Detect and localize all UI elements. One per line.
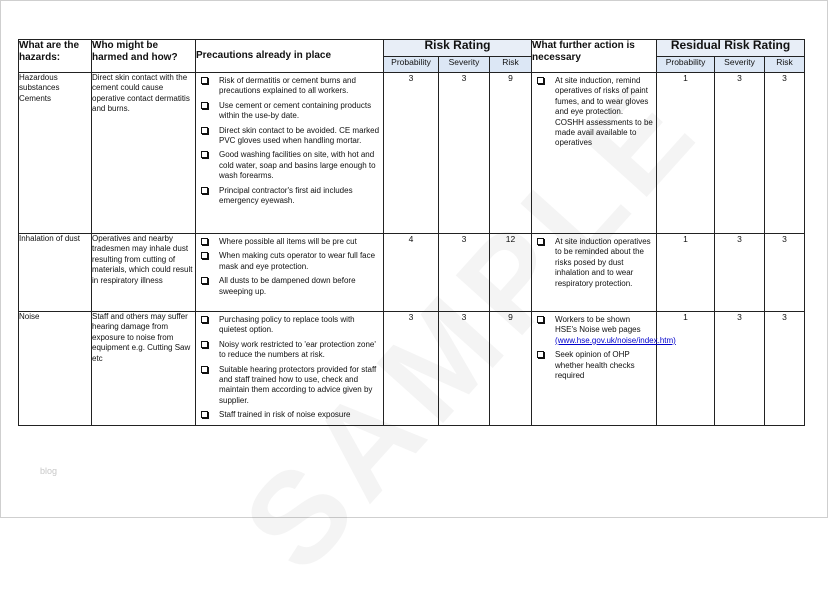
- noise-web-link[interactable]: (www.hse.gov.uk/noise/index.htm): [555, 335, 676, 345]
- severity-value: 3: [439, 73, 490, 234]
- risk-value: 9: [490, 312, 532, 426]
- list-item: [199, 126, 380, 147]
- hazard-cell: [19, 73, 92, 234]
- probability-value: 4: [384, 234, 439, 312]
- list-item: [199, 410, 380, 420]
- footer-blog-label: blog: [40, 466, 58, 476]
- precaution-text: Noisy work restricted to 'ear protection zone' to reduce the numbers at risk.: [219, 339, 376, 360]
- further-action-text: At site induction operatives to be reminded about the risks posed by dust inhalation and to wear respiratory protection.: [555, 237, 651, 288]
- header-hazards: What are the hazards:: [19, 40, 92, 73]
- header-residual-risk-rating: Residual Risk Rating: [657, 40, 805, 57]
- checkbox-icon: [537, 238, 544, 245]
- checkbox-icon: [201, 77, 208, 84]
- hazard-cell: [19, 234, 92, 312]
- list-item: [199, 340, 380, 361]
- list-item: [199, 76, 380, 97]
- checkbox-icon: [537, 351, 544, 358]
- header-res-risk: Risk: [765, 57, 805, 73]
- who-cell: Staff and others may suffer hearing damage from exposure to noise from equipment e.g. Cutting Saw etc: [92, 312, 196, 426]
- hazard-text: Inhalation of dust: [19, 234, 80, 243]
- checkbox-icon: [201, 277, 208, 284]
- checkbox-icon: [201, 252, 208, 259]
- header-severity: Severity: [439, 57, 490, 73]
- checkbox-icon: [537, 316, 544, 323]
- hazard-text: Hazardous substances: [19, 73, 60, 93]
- list-item: [199, 101, 380, 122]
- checkbox-icon: [201, 411, 208, 418]
- checkbox-icon: [201, 238, 208, 245]
- precaution-text: Use cement or cement containing products within the use-by date.: [219, 100, 372, 121]
- res-severity-value: 3: [715, 234, 765, 312]
- list-item: [199, 237, 380, 247]
- who-cell: Direct skin contact with the cement could cause operative contact dermatitis and burns.: [92, 73, 196, 234]
- precaution-text: Where possible all items will be pre cut: [219, 237, 357, 246]
- header-risk: Risk: [490, 57, 532, 73]
- list-item: [535, 350, 653, 381]
- res-probability-value: 1: [657, 234, 715, 312]
- header-further-action: What further action is necessary: [532, 40, 657, 73]
- further-action-text: Workers to be shown HSE's Noise web pages: [555, 315, 641, 335]
- res-risk-value: 3: [765, 73, 805, 234]
- further-action-cell: [532, 234, 657, 312]
- risk-value: 12: [490, 234, 532, 312]
- res-probability-value: 1: [657, 73, 715, 234]
- further-action-text: Seek opinion of OHP whether health checks required: [555, 350, 635, 381]
- hazard-cell: [19, 312, 92, 426]
- further-action-cell: [532, 312, 676, 426]
- list-item: [199, 365, 380, 407]
- risk-value: 9: [490, 73, 532, 234]
- precaution-text: All dusts to be dampened down before sweeping up.: [219, 276, 356, 296]
- probability-value: 3: [384, 73, 439, 234]
- list-item: [535, 315, 676, 346]
- list-item: [199, 186, 380, 207]
- table-row: [19, 312, 805, 426]
- checkbox-icon: [201, 151, 208, 158]
- checkbox-icon: [201, 366, 208, 373]
- precaution-text: Suitable hearing protectors provided for staff and staff trained how to use, check and maintain them according to advice given by supplier.: [219, 364, 377, 405]
- who-cell: Operatives and nearby tradesmen may inhale dust resulting from cutting of materials, which could result in respiratory illness: [92, 234, 196, 312]
- precaution-text: Staff trained in risk of noise exposure: [219, 410, 351, 420]
- checkbox-icon: [537, 77, 544, 84]
- checkbox-icon: [201, 127, 208, 134]
- precaution-text: Good washing facilities on site, with hot and cold water, soap and basins large enough to wash forearms.: [219, 150, 376, 181]
- table-row: [19, 234, 805, 312]
- list-item: [199, 276, 380, 297]
- risk-assessment-table: [18, 39, 805, 426]
- list-item: [535, 237, 653, 289]
- precaution-text: Direct skin contact to be avoided. CE marked PVC gloves used when handling mortar.: [219, 125, 380, 146]
- severity-value: 3: [439, 312, 490, 426]
- precautions-cell: [196, 234, 384, 312]
- hazard-text: Cements: [19, 93, 52, 103]
- res-risk-value: 3: [765, 312, 805, 426]
- header-probability: Probability: [384, 57, 439, 73]
- list-item: [199, 150, 380, 181]
- precaution-text: When making cuts operator to wear full face mask and eye protection.: [219, 251, 376, 271]
- probability-value: 3: [384, 312, 439, 426]
- table-row: [19, 73, 805, 234]
- precautions-cell: [196, 73, 384, 234]
- list-item: [199, 251, 380, 272]
- header-precautions: Precautions already in place: [196, 40, 384, 73]
- header-risk-rating: Risk Rating: [384, 40, 532, 57]
- checkbox-icon: [201, 341, 208, 348]
- res-severity-value: 3: [715, 312, 765, 426]
- header-who: Who might be harmed and how?: [92, 40, 196, 73]
- list-item: [199, 315, 380, 336]
- further-action-cell: [532, 73, 657, 234]
- precaution-text: Risk of dermatitis or cement burns and precautions explained to all workers.: [219, 76, 356, 96]
- res-risk-value: 3: [765, 234, 805, 312]
- header-res-probability: Probability: [657, 57, 715, 73]
- res-severity-value: 3: [715, 73, 765, 234]
- precaution-text: Principal contractor's first aid includes emergency eyewash.: [219, 185, 353, 206]
- checkbox-icon: [201, 102, 208, 109]
- header-res-severity: Severity: [715, 57, 765, 73]
- severity-value: 3: [439, 234, 490, 312]
- precautions-cell: [196, 312, 384, 426]
- hazard-text: Noise: [19, 312, 40, 321]
- checkbox-icon: [201, 187, 208, 194]
- precaution-text: Purchasing policy to replace tools with quietest option.: [219, 315, 355, 335]
- list-item: [535, 76, 653, 149]
- further-action-text: At site induction, remind operatives of risks of paint fumes, and to wear gloves and eye protection. COSHH assessments to be made avail available to operatives: [555, 76, 653, 148]
- res-probability-value: 1: [657, 312, 715, 426]
- checkbox-icon: [201, 316, 208, 323]
